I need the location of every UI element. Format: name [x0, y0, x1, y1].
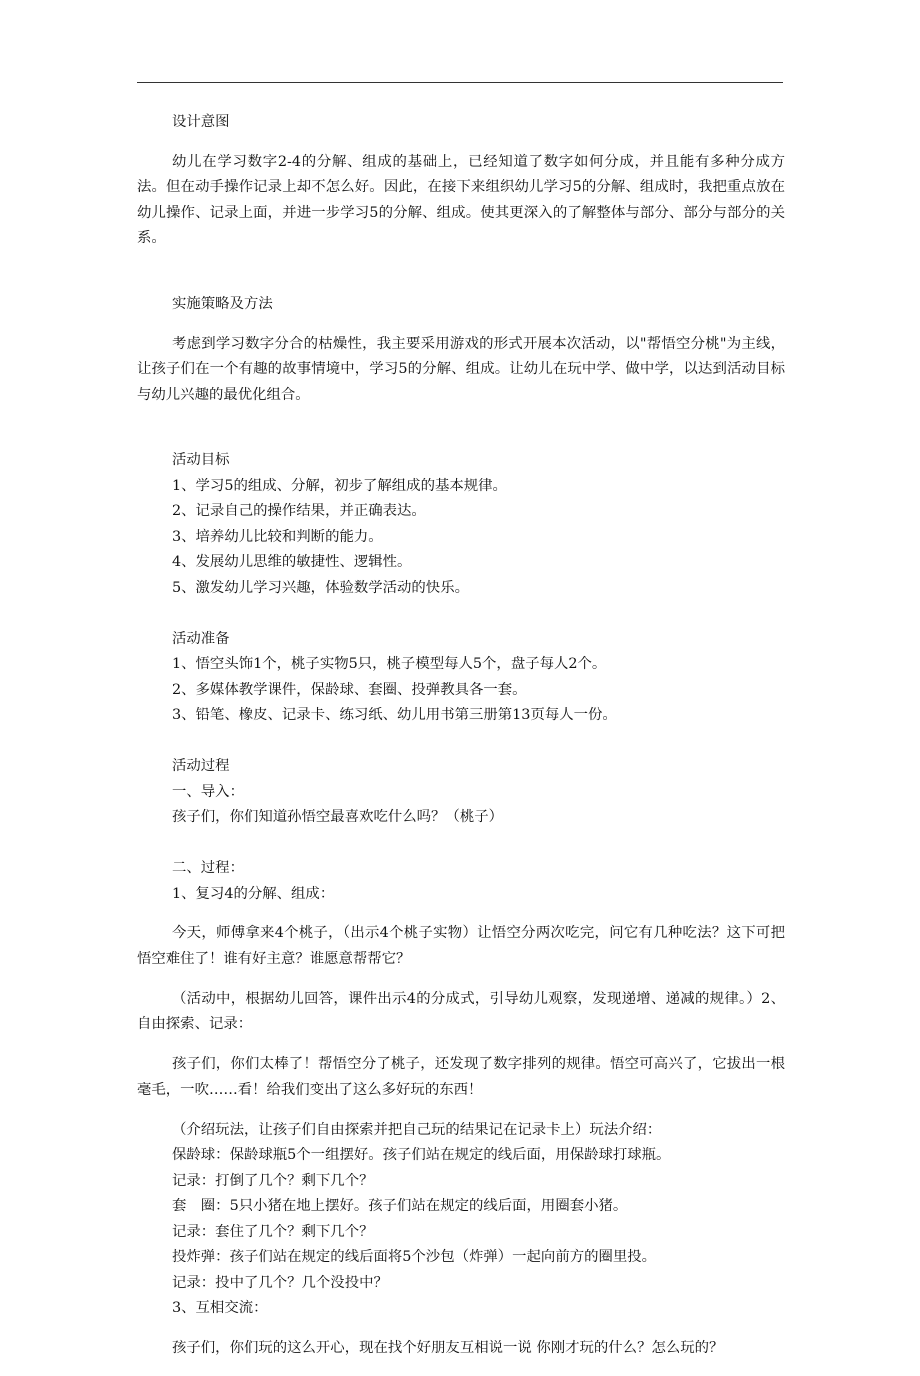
- step3-text: 孩子们，你们玩的这么开心，现在找个好朋友互相说一说 你刚才玩的什么？怎么玩的？: [172, 1340, 724, 1357]
- step1-title: 1、复习4的分解、组成：: [172, 885, 335, 902]
- goal-item: 5、激发幼儿学习兴趣，体验数学活动的快乐。: [172, 579, 469, 596]
- heading-design: 设计意图: [172, 114, 230, 130]
- game-line: 保龄球：保龄球瓶5个一组摆好。孩子们站在规定的线后面，用保龄球打球瓶。: [172, 1147, 671, 1164]
- game-line: 套 圈：5只小猪在地上摆好。孩子们站在规定的线后面，用圈套小猪。: [172, 1198, 628, 1215]
- header-rule: [137, 82, 783, 83]
- game-line: 记录：投中了几个？几个没投中？: [172, 1274, 388, 1291]
- step2-note: （介绍玩法，让孩子们自由探索并把自己玩的结果记在记录卡上）玩法介绍：: [172, 1121, 662, 1138]
- goal-item: 2、记录自己的操作结果，并正确表达。: [172, 503, 426, 520]
- heading-prep: 活动准备: [172, 630, 230, 647]
- prep-item: 3、铅笔、橡皮、记录卡、练习纸、幼儿用书第三册第13页每人一份。: [172, 707, 617, 724]
- intro-text: 孩子们，你们知道孙悟空最喜欢吃什么吗？（桃子）: [172, 809, 503, 826]
- heading-process: 活动过程: [172, 758, 230, 775]
- game-line: 投炸弹：孩子们站在规定的线后面将5个沙包（炸弹）一起向前方的圈里投。: [172, 1249, 657, 1266]
- step1-note: （活动中，根据幼儿回答，课件出示4的分成式，引导幼儿观察，发现递增、递减的规律。）2、自由探索、记录：: [137, 990, 785, 1033]
- paragraph-design: 幼儿在学习数字2-4的分解、组成的基础上，已经知道了数字如何分成，并且能有多种分成方法。但在动手操作记录上却不怎么好。因此，在接下来组织幼儿学习5的分解、组成时，我把重点放在幼儿操作、记录上面，并进一步学习5的分解、组成。使其更深入的了解整体与部分、部分与部分的关系。: [137, 153, 785, 247]
- goal-item: 1、学习5的组成、分解，初步了解组成的基本规律。: [172, 477, 507, 494]
- heading-strategy: 实施策略及方法: [172, 295, 273, 312]
- step2-text: 孩子们，你们太棒了！帮悟空分了桃子，还发现了数字排列的规律。悟空可高兴了，它拔出一根毫毛，一吹……看！给我们变出了这么多好玩的东西！: [137, 1056, 785, 1098]
- goal-item: 3、培养幼儿比较和判断的能力。: [172, 528, 383, 545]
- heading-goals: 活动目标: [172, 452, 230, 469]
- goal-item: 4、发展幼儿思维的敏捷性、逻辑性。: [172, 554, 412, 571]
- intro-title: 一、导入：: [172, 783, 244, 800]
- step3-title: 3、互相交流：: [172, 1300, 268, 1317]
- game-line: 记录：打倒了几个？剩下几个？: [172, 1172, 374, 1189]
- game-line: 记录：套住了几个？剩下几个？: [172, 1223, 374, 1240]
- prep-item: 1、悟空头饰1个，桃子实物5只，桃子模型每人5个，盘子每人2个。: [172, 656, 607, 673]
- prep-item: 2、多媒体教学课件，保龄球、套圈、投弹教具各一套。: [172, 681, 527, 698]
- main-title: 二、过程：: [172, 860, 244, 877]
- document-body: [137, 110, 785, 1376]
- step1-text: 今天，师傅拿来4个桃子，（出示4个桃子实物）让悟空分两次吃完，问它有几种吃法？这下可把悟空难住了！谁有好主意？谁愿意帮帮它？: [137, 925, 785, 967]
- paragraph-strategy: 考虑到学习数字分合的枯燥性，我主要采用游戏的形式开展本次活动，以"帮悟空分桃"为主线，让孩子们在一个有趣的故事情境中，学习5的分解、组成。让幼儿在玩中学、做中学，以达到活动目标与幼儿兴趣的最优化组合。: [137, 335, 785, 403]
